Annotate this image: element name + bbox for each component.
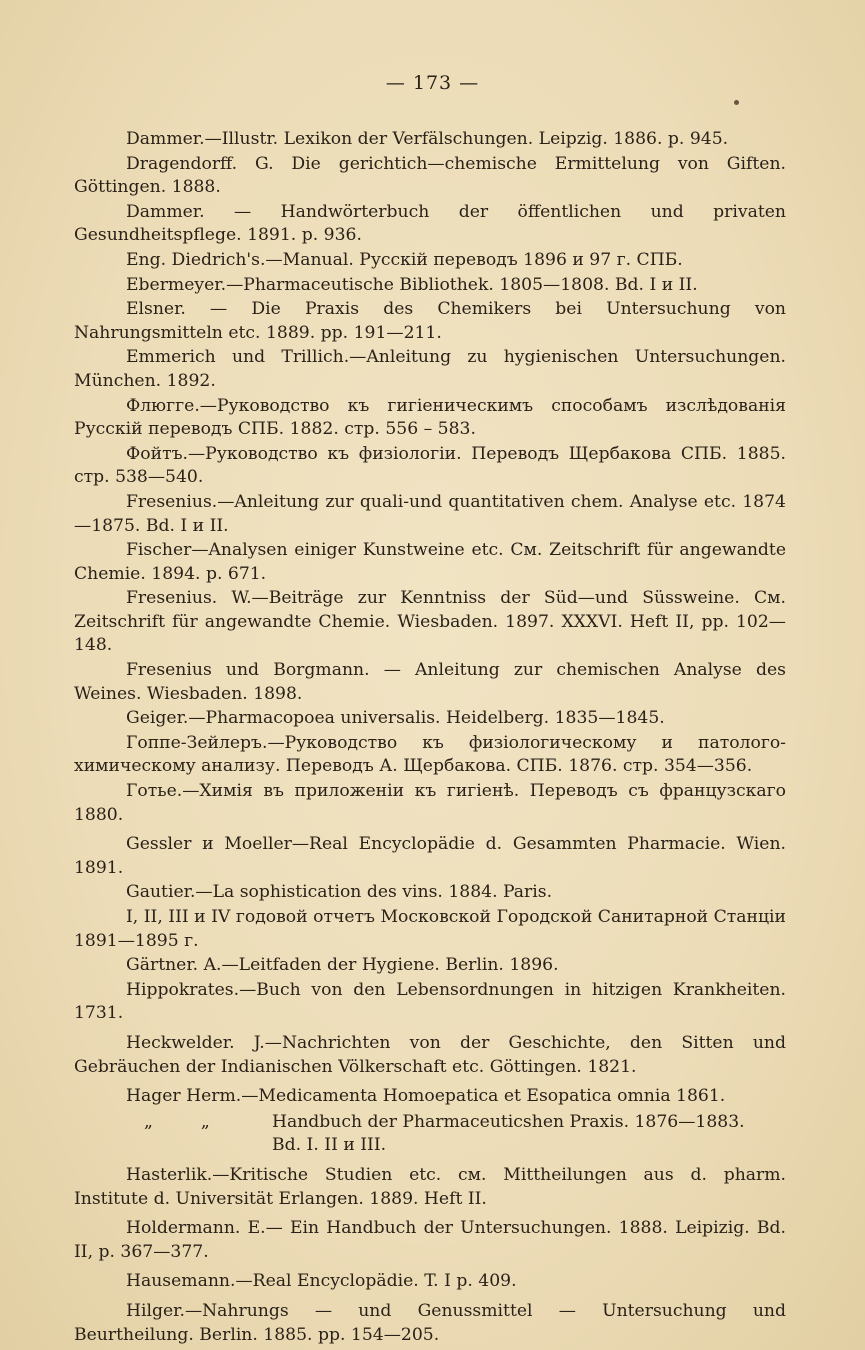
- page-number: — 173 —: [385, 72, 480, 94]
- bibliography-entry: Hausemann.—Real Encyclopädie. T. I p. 409.: [126, 1271, 517, 1292]
- ditto-mark: „: [200, 1111, 210, 1132]
- bibliography-entry: Dammer. — Handwörterbuch der öffentlichen und privaten Gesundheitspflege. 1891. p. 936.: [74, 201, 786, 246]
- bibliography-entry: I, II, III и IV годовой отчетъ Московской Городской Санитарной Станціи 1891—1895 г.: [74, 907, 786, 951]
- bibliography-entry: Fischer—Analysen einiger Kunstweine etc. См. Zeitschrift für angewandte Chemie. 1894. p. 671.: [74, 540, 786, 584]
- bibliography-entry: Fresenius.—Anleitung zur quali-und quantitativen chem. Analyse etc. 1874—1875. Bd. I и II.: [74, 491, 786, 536]
- ditto-marks: [144, 1111, 210, 1135]
- ink-speck: [734, 100, 739, 105]
- bibliography-entry: Фойтъ.—Руководство къ физіологіи. Переводъ Щербакова СПБ. 1885. стр. 538—540.: [74, 443, 786, 488]
- ditto-mark: „: [144, 1111, 153, 1132]
- bibliography-entry: Hippokrates.—Buch von den Lebensordnungen in hitzigen Krankheiten. 1731.: [74, 979, 786, 1024]
- bibliography-entry: Ebermeyer.—Pharmaceutische Bibliothek. 1805—1808. Bd. I и II.: [126, 274, 698, 295]
- hager-sub-line: Bd. I. II и III.: [272, 1135, 387, 1156]
- bibliography-list: [74, 128, 786, 1348]
- bibliography-entry: Gessler и Moeller—Real Encyclopädie d. Gesammten Pharmacie. Wien. 1891.: [74, 834, 786, 878]
- bibliography-entry: Eng. Diedrich's.—Manual. Русскій переводъ 1896 и 97 г. СПБ.: [126, 249, 683, 270]
- bibliography-entry: Gärtner. A.—Leitfaden der Hygiene. Berlin. 1896.: [126, 955, 559, 976]
- bibliography-entry: Dammer.—Illustr. Lexikon der Verfälschungen. Leipzig. 1886. p. 945.: [126, 129, 729, 149]
- bibliography-entry: Флюгге.—Руководство къ гигіеническимъ способамъ изслѣдованія Русскій переводъ СПБ. 1882. стр. 556 – 583.: [74, 395, 786, 440]
- bibliography-entry: Heckwelder. J.—Nachrichten von der Geschichte, den Sitten und Gebräuchen der Indianischen Völkerschaft etc. Göttingen. 1821.: [74, 1032, 786, 1077]
- hager-sub-entry: [74, 1111, 786, 1158]
- bibliography-entry: Geiger.—Pharmacopoea universalis. Heidelberg. 1835—1845.: [126, 708, 665, 729]
- bibliography-entry: Fresenius. W.—Beiträge zur Kenntniss der Süd—und Süssweine. См. Zeitschrift für angewandte Chemie. Wiesbaden. 1897. XXXVI. Heft II, pp. 102—148.: [74, 588, 786, 656]
- bibliography-entry: Hasterlik.—Kritische Studien etc. см. Mittheilungen aus d. pharm. Institute d. Universität Erlangen. 1889. Heft II.: [74, 1164, 786, 1209]
- hager-sub-line: Handbuch der Pharmaceuticshen Praxis. 1876—1883.: [272, 1111, 745, 1132]
- bibliography-entry: Hilger.—Nahrungs — und Genussmittel — Untersuchung und Beurtheilung. Berlin. 1885. pp. 154—205.: [74, 1300, 786, 1345]
- bibliography-entry: Elsner. — Die Praxis des Chemikers bei Untersuchung von Nahrungsmitteln etc. 1889. pp. 191—211.: [74, 299, 786, 343]
- bibliography-entry: Dragendorff. G. Die gerichtich—chemische Ermittelung von Giften. Göttingen. 1888.: [74, 153, 786, 198]
- bibliography-entry: Holdermann. E.— Ein Handbuch der Untersuchungen. 1888. Leipizig. Bd. II, p. 367—377.: [74, 1218, 786, 1262]
- bibliography-entry: Gautier.—La sophistication des vins. 1884. Paris.: [126, 882, 553, 903]
- bibliography-entry: Emmerich und Trillich.—Anleitung zu hygienischen Untersuchungen. München. 1892.: [74, 347, 786, 391]
- bibliography-entry: Гоппе-Зейлеръ.—Руководство къ физіологическому и патолого-химическому анализу. Переводъ А. Щербакова. СПБ. 1876. стр. 354—356.: [74, 732, 786, 777]
- bibliography-entry: Hager Herm.—Medicamenta Homoepatica et Esopatica omnia 1861.: [126, 1086, 726, 1107]
- bibliography-entry: Готье.—Химія въ приложеніи къ гигіенѣ. Переводъ съ французскаго 1880.: [74, 781, 786, 825]
- bibliography-entry: Fresenius und Borgmann. — Anleitung zur chemischen Analyse des Weines. Wiesbaden. 1898.: [74, 660, 786, 704]
